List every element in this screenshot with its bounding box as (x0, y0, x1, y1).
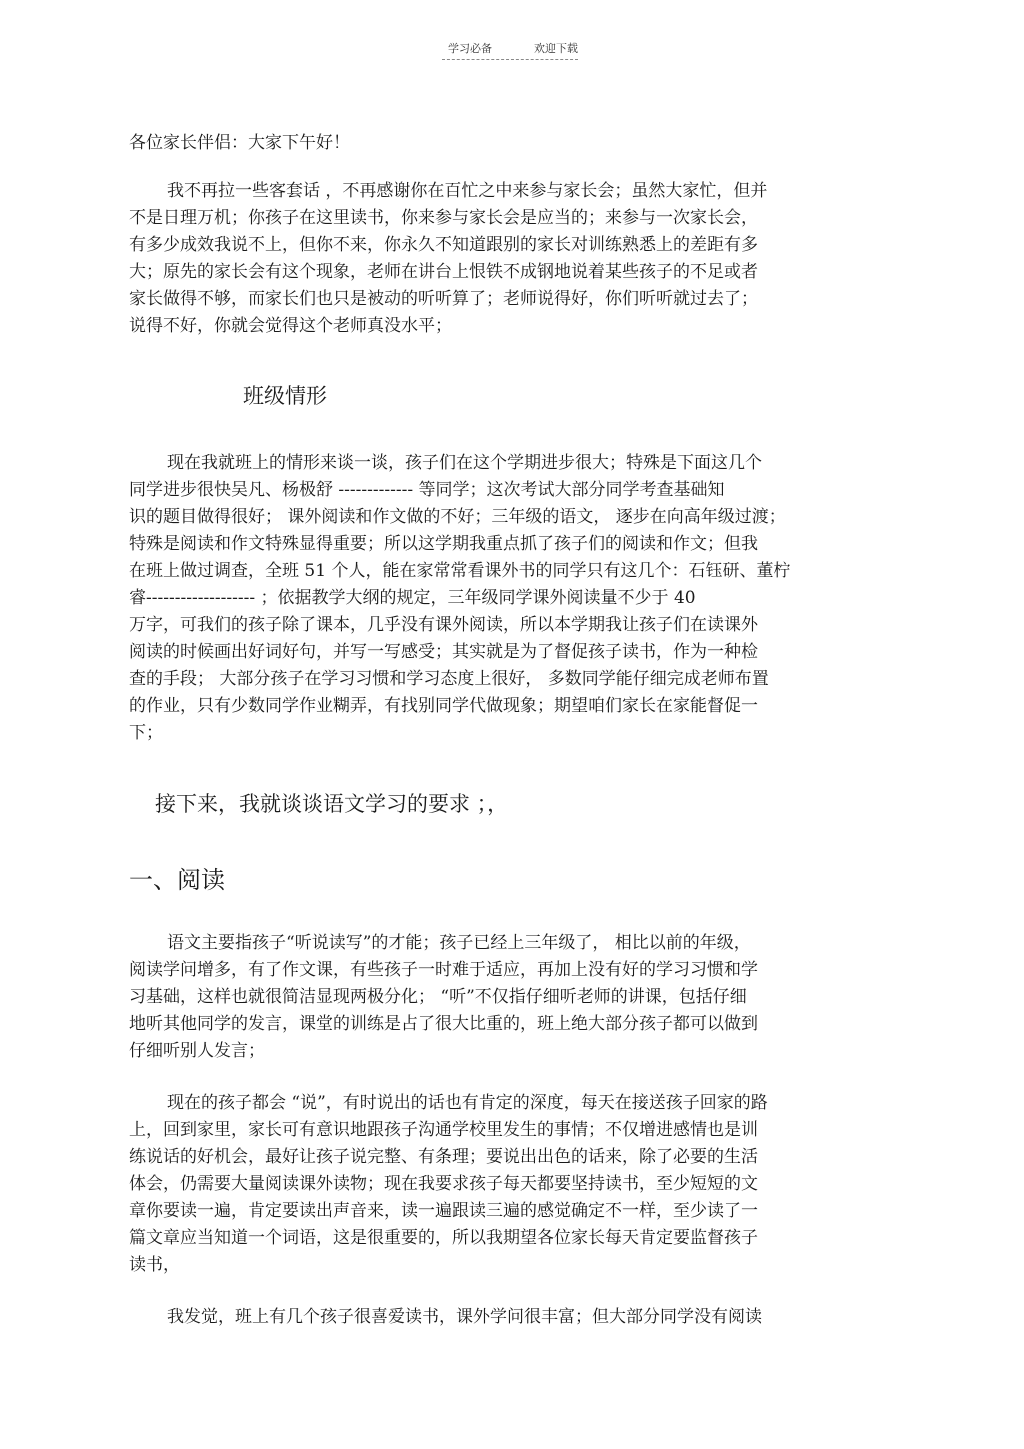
p4-line-7: 读书， (129, 1255, 180, 1275)
p2-line-2: 同学进步很快吴凡、杨极舒 ------------- 等同学；这次考试大部分同学考查基础知 (129, 480, 725, 500)
p2-line-9: 查的手段； 大部分孩子在学习习惯和学习态度上很好， 多数同学能仔细完成老师布置 (129, 669, 769, 689)
p1-line-5: 家长做得不够，而家长们也只是被动的听听算了；老师说得好，你们听听就过去了； (129, 289, 758, 309)
p4-line-3: 练说话的好机会，最好让孩子说完整、有条理；要说出出色的话来，除了必要的生活 (129, 1147, 758, 1167)
p4-line-4: 体会，仍需要大量阅读课外读物；现在我要求孩子每天都要坚持读书，至少短短的文 (129, 1174, 758, 1194)
p4-line-1: 现在的孩子都会 “说”，有时说出的话也有肯定的深度，每天在接送孩子回家的路 (167, 1093, 768, 1113)
p2-line-4: 特殊是阅读和作文特殊显得重要；所以这学期我重点抓了孩子们的阅读和作文；但我 (129, 534, 758, 554)
p3-line-4: 地听其他同学的发言，课堂的训练是占了很大比重的，班上绝大部分孩子都可以做到 (129, 1014, 758, 1034)
p1-line-4: 大；原先的家长会有这个现象，老师在讲台上恨铁不成钢地说着某些孩子的不足或者 (129, 262, 758, 282)
p2-line-6: 睿------------------- ；依据教学大纲的规定，三年级同学课外阅读量不少于 40 (129, 588, 696, 608)
p4-line-5: 章你要读一遍，肯定要读出声音来，读一遍跟读三遍的感觉确定不一样，至少读了一 (129, 1201, 758, 1221)
p1-line-2: 不是日理万机；你孩子在这里读书，你来参与家长会是应当的；来参与一次家长会， (129, 208, 758, 228)
p2-line-3: 识的题目做得很好； 课外阅读和作文做的不好；三年级的语文， 逐步在向高年级过渡； (129, 507, 786, 527)
p4-line-6: 篇文章应当知道一个词语，这是很重要的，所以我期望各位家长每天肯定要监督孩子 (129, 1228, 758, 1248)
p3-line-3: 习基础，这样也就很简洁显现两极分化； “听”不仅指仔细听老师的讲课，包括仔细 (129, 987, 747, 1007)
running-header (0, 40, 1024, 66)
p5-line-1: 我发觉，班上有几个孩子很喜爱读书，课外学问很丰富；但大部分同学没有阅读 (167, 1307, 762, 1327)
header-dashed-rule (442, 59, 578, 60)
p3-line-5: 仔细听别人发言； (129, 1041, 265, 1061)
p4-line-2: 上，回到家里，家长可有意识地跟孩子沟通学校里发生的事情；不仅增进感情也是训 (129, 1120, 758, 1140)
p2-line-11: 下； (129, 723, 163, 743)
p2-line-5: 在班上做过调查，全班 51 个人，能在家常常看课外书的同学只有这几个：石钰研、董柠 (129, 561, 791, 581)
section-heading-next-topic: 接下来，我就谈谈语文学习的要求 ；， (155, 792, 509, 816)
greeting: 各位家长伴侣：大家下午好！ (129, 133, 350, 153)
p2-line-10: 的作业，只有少数同学作业糊弄，有找别同学代做现象；期望咱们家长在家能督促一 (129, 696, 758, 716)
p3-line-1: 语文主要指孩子“听说读写”的才能；孩子已经上三年级了， 相比以前的年级， (167, 933, 751, 953)
header-right-text: 欢迎下载 (534, 42, 578, 55)
p1-line-6: 说得不好，你就会觉得这个老师真没水平； (129, 316, 452, 336)
p3-line-2: 阅读学问增多，有了作文课，有些孩子一时难于适应，再加上没有好的学习习惯和学 (129, 960, 758, 980)
p2-line-1: 现在我就班上的情形来谈一谈，孩子们在这个学期进步很大；特殊是下面这几个 (167, 453, 762, 473)
p1-line-3: 有多少成效我说不上，但你不来，你永久不知道跟别的家长对训练熟悉上的差距有多 (129, 235, 758, 255)
p2-line-7: 万字，可我们的孩子除了课本，几乎没有课外阅读，所以本学期我让孩子们在读课外 (129, 615, 758, 635)
p2-line-8: 阅读的时候画出好词好句，并写一写感受；其实就是为了督促孩子读书，作为一种检 (129, 642, 758, 662)
section-heading-reading: 一、阅读 (129, 866, 225, 894)
section-heading-class-situation: 班级情形 (243, 384, 327, 408)
header-left-text: 学习必备 (448, 42, 492, 55)
p1-line-1: 我不再拉一些客套话 ，不再感谢你在百忙之中来参与家长会；虽然大家忙，但并 (167, 181, 768, 201)
